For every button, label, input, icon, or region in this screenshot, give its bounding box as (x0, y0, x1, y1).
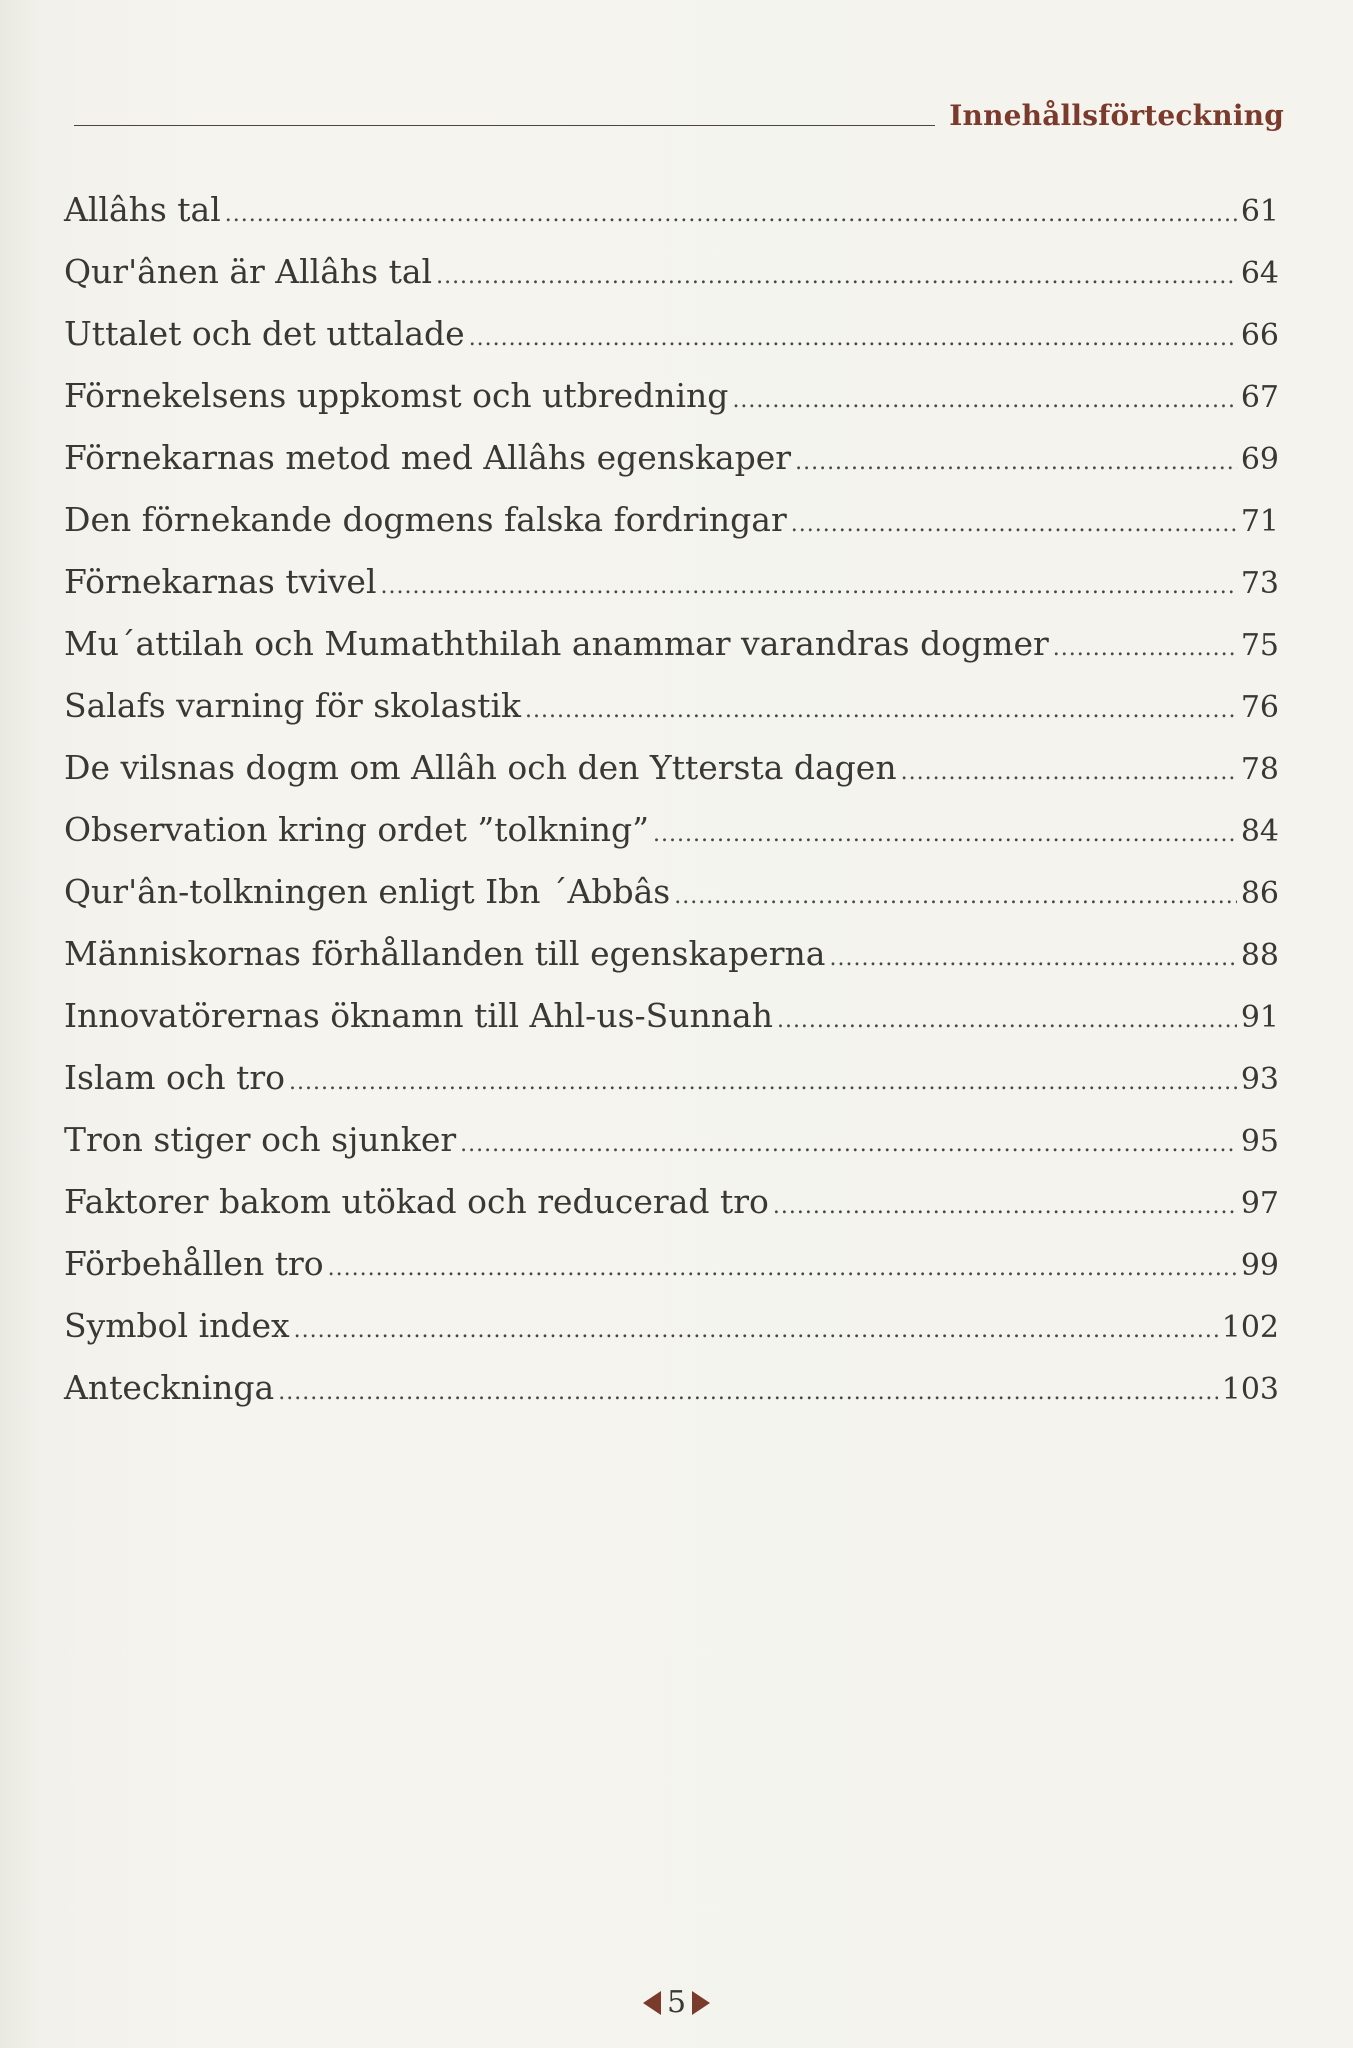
toc-entry-title: Symbol index (64, 1306, 290, 1345)
toc-entry-title: Islam och tro (64, 1058, 285, 1097)
dot-leader (460, 1132, 1237, 1157)
toc-entry-page: 78 (1240, 752, 1279, 787)
toc-entry-page: 86 (1240, 876, 1279, 911)
toc-entry (64, 1306, 1279, 1368)
toc-entry-page: 84 (1240, 814, 1279, 849)
toc-entry-title: Tron stiger och sjunker (64, 1120, 457, 1159)
toc-entry (64, 1368, 1279, 1430)
toc-entry-title: Salafs varning för skolastik (64, 686, 522, 725)
running-header (74, 92, 1284, 132)
dot-leader (674, 884, 1237, 909)
toc-entry-page: 99 (1240, 1248, 1279, 1283)
toc-entry-page: 91 (1240, 1000, 1279, 1035)
toc-entry-title: Observation kring ordet ”tolkning” (64, 810, 650, 849)
toc-entry-page: 76 (1240, 690, 1279, 725)
toc-entry-page: 64 (1240, 256, 1279, 291)
toc-entry-title: Anteckninga (64, 1368, 275, 1407)
toc-entry-title: Förbehållen tro (64, 1244, 324, 1283)
toc-entry (64, 1244, 1279, 1306)
toc-entry-title: Uttalet och det uttalade (64, 314, 465, 353)
dot-leader (525, 698, 1237, 723)
table-of-contents (64, 190, 1279, 1430)
page-footer (0, 1985, 1353, 2020)
dot-leader (777, 1008, 1237, 1033)
toc-entry-title: Allâhs tal (64, 190, 221, 229)
toc-entry (64, 1182, 1279, 1244)
toc-entry (64, 190, 1279, 252)
header-title: Innehållsförteckning (949, 99, 1284, 132)
toc-entry-title: Den förnekande dogmens falska fordringar (64, 500, 787, 539)
toc-entry (64, 562, 1279, 624)
arrow-right-icon (692, 1991, 710, 2015)
dot-leader (294, 1318, 1218, 1343)
page-number: 5 (666, 1985, 687, 2020)
toc-entry (64, 376, 1279, 438)
toc-entry-page: 95 (1240, 1124, 1279, 1159)
toc-entry-title: Innovatörernas öknamn till Ahl-us-Sunnah (64, 996, 773, 1035)
dot-leader (469, 326, 1237, 351)
toc-entry-page: 75 (1240, 628, 1279, 663)
dot-leader (278, 1380, 1218, 1405)
dot-leader (901, 760, 1237, 785)
toc-entry (64, 872, 1279, 934)
toc-entry-title: Förnekarnas tvivel (64, 562, 377, 601)
dot-leader (328, 1256, 1237, 1281)
toc-entry-title: Förnekarnas metod med Allâhs egenskaper (64, 438, 792, 477)
toc-entry (64, 934, 1279, 996)
header-rule (74, 125, 935, 126)
toc-entry-title: De vilsnas dogm om Allâh och den Yttersta dagen (64, 748, 897, 787)
toc-entry-page: 67 (1240, 380, 1279, 415)
dot-leader (732, 388, 1236, 413)
toc-entry-page: 71 (1240, 504, 1279, 539)
dot-leader (225, 202, 1237, 227)
toc-entry-page: 61 (1240, 194, 1279, 229)
dot-leader (773, 1194, 1237, 1219)
toc-entry (64, 252, 1279, 314)
arrow-left-icon (643, 1991, 661, 2015)
dot-leader (829, 946, 1236, 971)
toc-entry (64, 1120, 1279, 1182)
dot-leader (436, 264, 1237, 289)
toc-entry-page: 88 (1240, 938, 1279, 973)
toc-entry (64, 314, 1279, 376)
toc-entry (64, 624, 1279, 686)
toc-entry-page: 73 (1240, 566, 1279, 601)
toc-entry-page: 93 (1240, 1062, 1279, 1097)
toc-entry (64, 996, 1279, 1058)
toc-entry (64, 500, 1279, 562)
dot-leader (1053, 636, 1237, 661)
dot-leader (791, 512, 1237, 537)
toc-entry-page: 69 (1240, 442, 1279, 477)
toc-entry-title: Qur'ânen är Allâhs tal (64, 252, 433, 291)
toc-entry-title: Människornas förhållanden till egenskaperna (64, 934, 826, 973)
toc-entry-page: 97 (1240, 1186, 1279, 1221)
toc-entry-title: Faktorer bakom utökad och reducerad tro (64, 1182, 769, 1221)
toc-entry (64, 686, 1279, 748)
toc-entry (64, 748, 1279, 810)
toc-entry-page: 103 (1221, 1372, 1279, 1407)
toc-entry (64, 810, 1279, 872)
toc-entry-page: 102 (1221, 1310, 1279, 1345)
toc-entry (64, 1058, 1279, 1120)
toc-entry-title: Mu´attilah och Mumaththilah anammar varandras dogmer (64, 624, 1049, 663)
toc-entry-title: Qur'ân-tolkningen enligt Ibn ´Abbâs (64, 872, 671, 911)
dot-leader (653, 822, 1237, 847)
dot-leader (289, 1070, 1237, 1095)
toc-entry (64, 438, 1279, 500)
dot-leader (381, 574, 1237, 599)
toc-entry-title: Förnekelsens uppkomst och utbredning (64, 376, 729, 415)
toc-entry-page: 66 (1240, 318, 1279, 353)
dot-leader (795, 450, 1237, 475)
